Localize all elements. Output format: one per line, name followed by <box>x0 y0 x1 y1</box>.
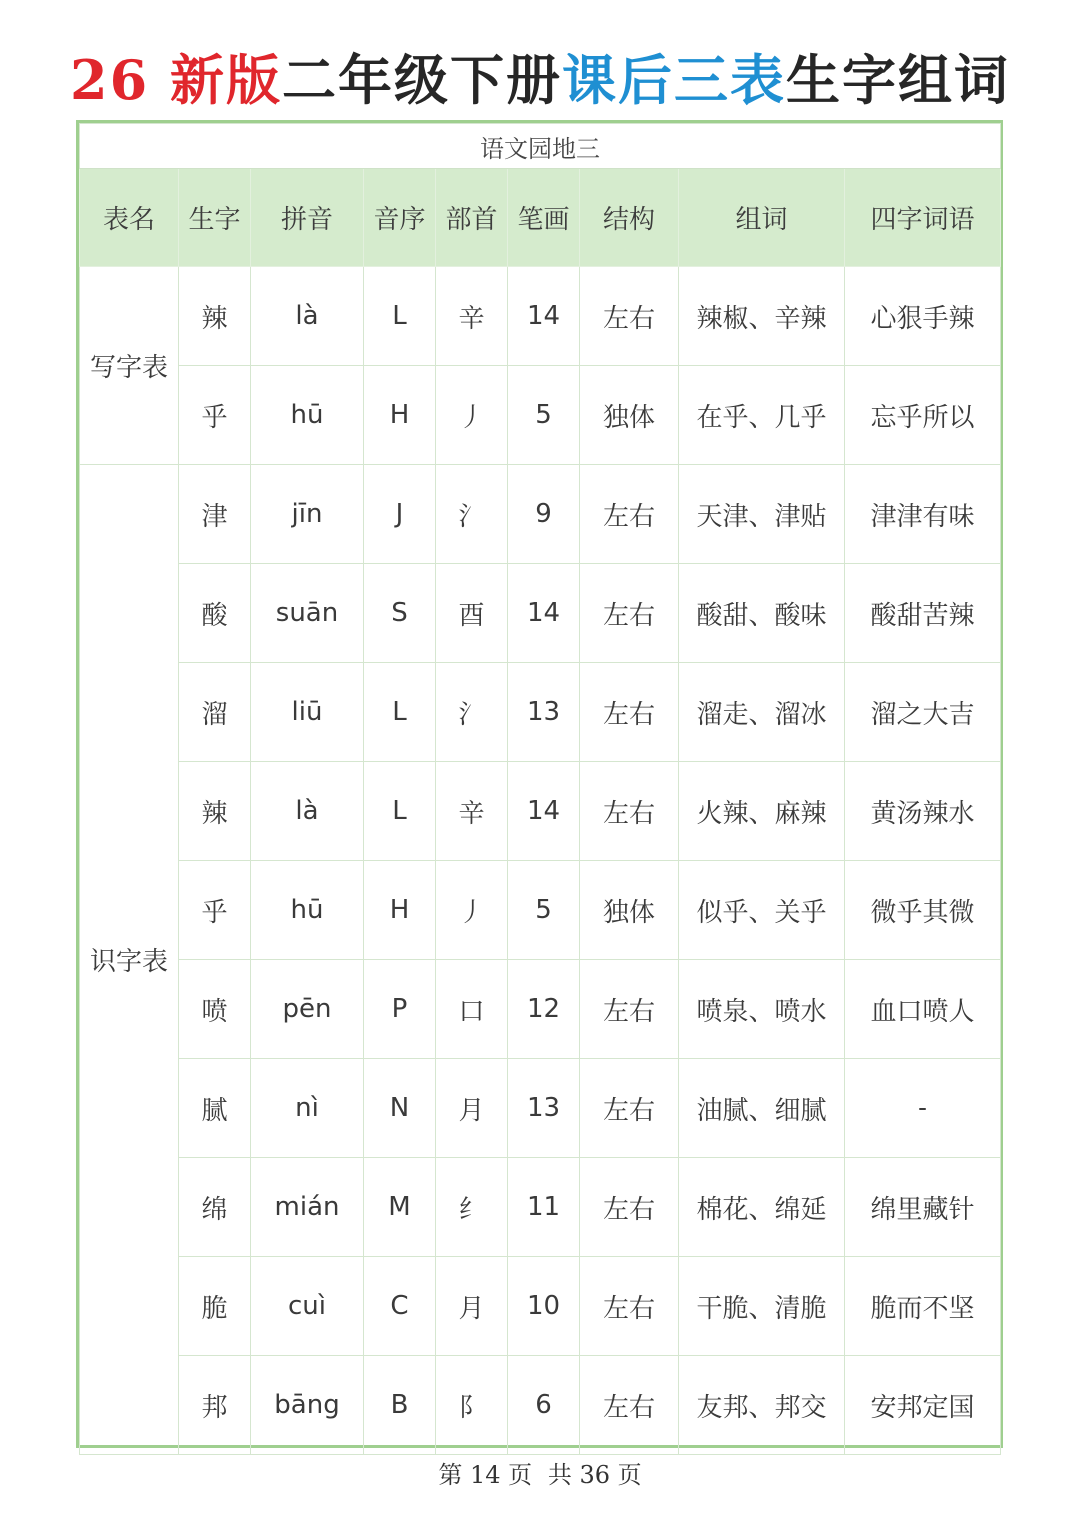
table-row <box>80 762 1001 861</box>
table-row <box>80 1257 1001 1356</box>
char-cell: 乎 <box>179 366 251 465</box>
idiom-cell: 安邦定国 <box>845 1356 1001 1455</box>
structure-cell: 左右 <box>580 1257 679 1356</box>
page-footer <box>0 1455 1080 1495</box>
header-strokes: 笔画 <box>508 169 580 267</box>
words-cell: 辣椒、辛辣 <box>679 267 845 366</box>
header-table-name: 表名 <box>80 169 179 267</box>
page-total: 共 36 页 <box>547 1461 642 1489</box>
order-cell: P <box>364 960 436 1059</box>
structure-cell: 左右 <box>580 1158 679 1257</box>
char-cell: 邦 <box>179 1356 251 1455</box>
pinyin-cell: là <box>251 267 364 366</box>
words-cell: 友邦、邦交 <box>679 1356 845 1455</box>
words-cell: 溜走、溜冰 <box>679 663 845 762</box>
order-cell: N <box>364 1059 436 1158</box>
pinyin-cell: suān <box>251 564 364 663</box>
pinyin-cell: hū <box>251 366 364 465</box>
idiom-cell: 血口喷人 <box>845 960 1001 1059</box>
structure-cell: 左右 <box>580 564 679 663</box>
structure-cell: 左右 <box>580 960 679 1059</box>
structure-cell: 独体 <box>580 861 679 960</box>
char-cell: 绵 <box>179 1158 251 1257</box>
order-cell: C <box>364 1257 436 1356</box>
header-idiom: 四字词语 <box>845 169 1001 267</box>
structure-cell: 左右 <box>580 465 679 564</box>
table-row <box>80 960 1001 1059</box>
words-cell: 喷泉、喷水 <box>679 960 845 1059</box>
radical-cell: 月 <box>436 1257 508 1356</box>
pinyin-cell: cuì <box>251 1257 364 1356</box>
radical-cell: 辛 <box>436 267 508 366</box>
table-row <box>80 465 1001 564</box>
idiom-cell: 微乎其微 <box>845 861 1001 960</box>
order-cell: J <box>364 465 436 564</box>
vocab-sheet <box>76 120 1003 1448</box>
table-name-cell: 写字表 <box>80 267 179 465</box>
idiom-cell: 绵里藏针 <box>845 1158 1001 1257</box>
words-cell: 油腻、细腻 <box>679 1059 845 1158</box>
order-cell: L <box>364 267 436 366</box>
radical-cell: 纟 <box>436 1158 508 1257</box>
idiom-cell: 酸甜苦辣 <box>845 564 1001 663</box>
radical-cell: 辛 <box>436 762 508 861</box>
radical-cell: 酉 <box>436 564 508 663</box>
structure-cell: 左右 <box>580 267 679 366</box>
table-row <box>80 1158 1001 1257</box>
header-char: 生字 <box>179 169 251 267</box>
order-cell: B <box>364 1356 436 1455</box>
structure-cell: 左右 <box>580 1356 679 1455</box>
pinyin-cell: pēn <box>251 960 364 1059</box>
idiom-cell: 津津有味 <box>845 465 1001 564</box>
char-cell: 辣 <box>179 267 251 366</box>
char-cell: 津 <box>179 465 251 564</box>
words-cell: 棉花、绵延 <box>679 1158 845 1257</box>
vocab-table <box>79 123 1001 1455</box>
radical-cell: 丿 <box>436 861 508 960</box>
header-words: 组词 <box>679 169 845 267</box>
strokes-cell: 14 <box>508 762 580 861</box>
words-cell: 干脆、清脆 <box>679 1257 845 1356</box>
char-cell: 溜 <box>179 663 251 762</box>
structure-cell: 独体 <box>580 366 679 465</box>
section-title: 语文园地三 <box>80 124 1001 169</box>
pinyin-cell: mián <box>251 1158 364 1257</box>
pinyin-cell: là <box>251 762 364 861</box>
char-cell: 喷 <box>179 960 251 1059</box>
radical-cell: 氵 <box>436 663 508 762</box>
header-pinyin: 拼音 <box>251 169 364 267</box>
char-cell: 腻 <box>179 1059 251 1158</box>
order-cell: H <box>364 366 436 465</box>
pinyin-cell: liū <box>251 663 364 762</box>
title-part-2: 二年级下册 <box>281 48 562 112</box>
table-row <box>80 564 1001 663</box>
idiom-cell: 溜之大吉 <box>845 663 1001 762</box>
strokes-cell: 10 <box>508 1257 580 1356</box>
idiom-cell: 忘乎所以 <box>845 366 1001 465</box>
order-cell: L <box>364 762 436 861</box>
table-row <box>80 861 1001 960</box>
strokes-cell: 13 <box>508 1059 580 1158</box>
table-name-cell: 识字表 <box>80 465 179 1455</box>
pinyin-cell: bāng <box>251 1356 364 1455</box>
idiom-cell: 心狠手辣 <box>845 267 1001 366</box>
pinyin-cell: hū <box>251 861 364 960</box>
title-part-1: 26 新版 <box>70 48 282 112</box>
words-cell: 在乎、几乎 <box>679 366 845 465</box>
strokes-cell: 5 <box>508 366 580 465</box>
words-cell: 天津、津贴 <box>679 465 845 564</box>
radical-cell: 阝 <box>436 1356 508 1455</box>
strokes-cell: 9 <box>508 465 580 564</box>
title-part-3: 课后三表 <box>561 48 786 112</box>
char-cell: 脆 <box>179 1257 251 1356</box>
header-radical: 部首 <box>436 169 508 267</box>
structure-cell: 左右 <box>580 663 679 762</box>
strokes-cell: 11 <box>508 1158 580 1257</box>
page-number: 第 14 页 <box>438 1461 533 1489</box>
radical-cell: 口 <box>436 960 508 1059</box>
strokes-cell: 14 <box>508 564 580 663</box>
section-row <box>80 124 1001 169</box>
char-cell: 乎 <box>179 861 251 960</box>
table-row <box>80 267 1001 366</box>
order-cell: M <box>364 1158 436 1257</box>
strokes-cell: 14 <box>508 267 580 366</box>
structure-cell: 左右 <box>580 1059 679 1158</box>
pinyin-cell: jīn <box>251 465 364 564</box>
radical-cell: 丿 <box>436 366 508 465</box>
idiom-cell: 脆而不坚 <box>845 1257 1001 1356</box>
radical-cell: 月 <box>436 1059 508 1158</box>
char-cell: 酸 <box>179 564 251 663</box>
strokes-cell: 5 <box>508 861 580 960</box>
header-row <box>80 169 1001 267</box>
words-cell: 酸甜、酸味 <box>679 564 845 663</box>
page-title <box>0 40 1080 120</box>
idiom-cell: - <box>845 1059 1001 1158</box>
table-row <box>80 663 1001 762</box>
title-part-4: 生字组词 <box>785 48 1010 112</box>
char-cell: 辣 <box>179 762 251 861</box>
table-row <box>80 1356 1001 1455</box>
table-row <box>80 1059 1001 1158</box>
words-cell: 似乎、关乎 <box>679 861 845 960</box>
header-order: 音序 <box>364 169 436 267</box>
strokes-cell: 12 <box>508 960 580 1059</box>
order-cell: H <box>364 861 436 960</box>
strokes-cell: 13 <box>508 663 580 762</box>
structure-cell: 左右 <box>580 762 679 861</box>
idiom-cell: 黄汤辣水 <box>845 762 1001 861</box>
order-cell: L <box>364 663 436 762</box>
header-structure: 结构 <box>580 169 679 267</box>
radical-cell: 氵 <box>436 465 508 564</box>
table-row <box>80 366 1001 465</box>
pinyin-cell: nì <box>251 1059 364 1158</box>
order-cell: S <box>364 564 436 663</box>
strokes-cell: 6 <box>508 1356 580 1455</box>
words-cell: 火辣、麻辣 <box>679 762 845 861</box>
